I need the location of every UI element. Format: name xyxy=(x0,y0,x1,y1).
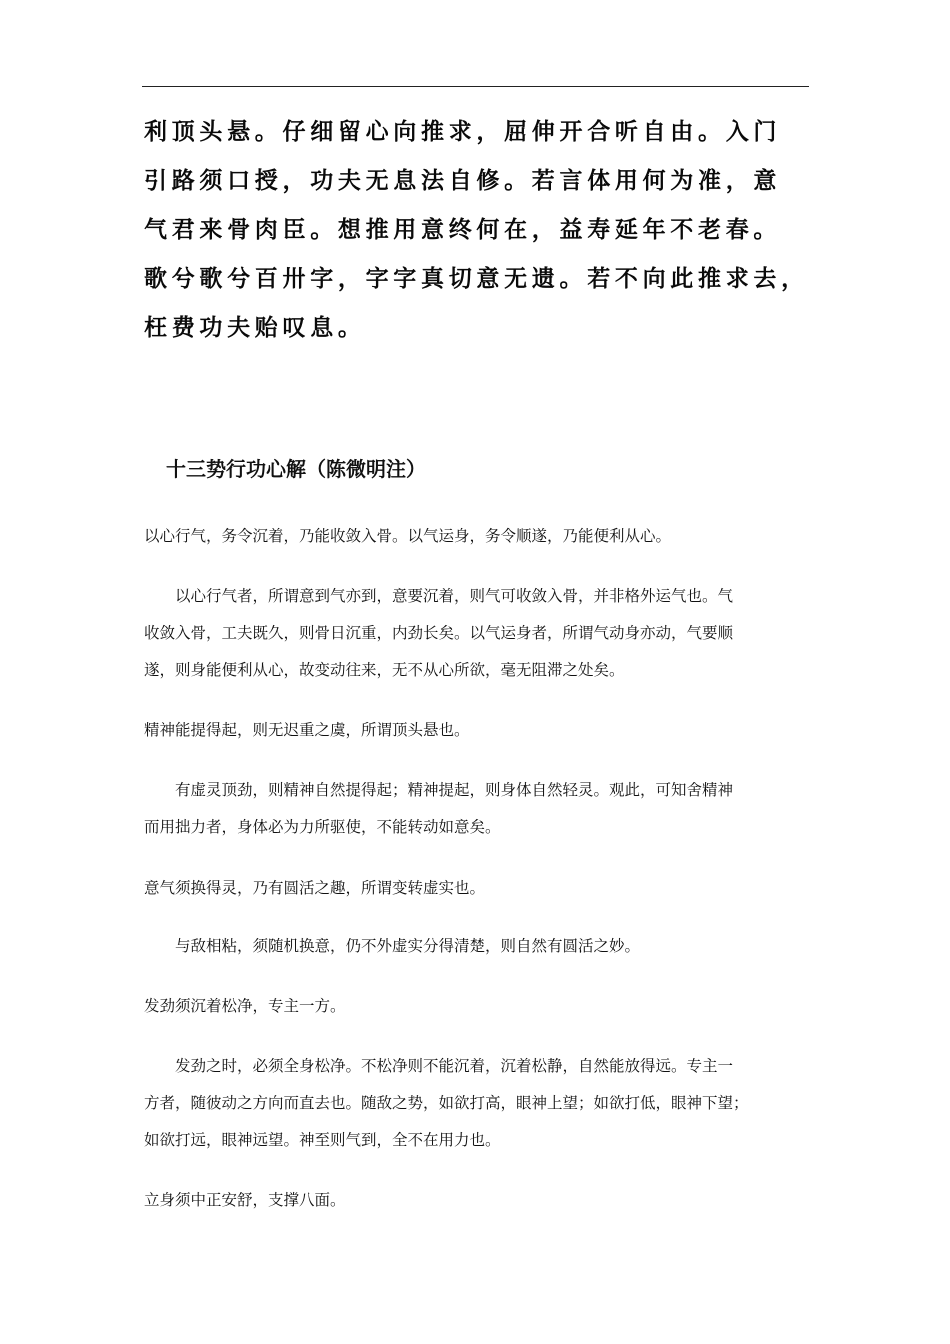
poem-line: 引路须口授，功夫无息法自修。若言体用何为准，意 xyxy=(144,168,782,194)
paragraph-commentary xyxy=(144,578,812,689)
section-title: 十三势行功心解（陈微明注） xyxy=(166,457,426,481)
poem-line: 气君来骨肉臣。想推用意终何在，益寿延年不老春。 xyxy=(144,217,782,243)
text-line: 以心行气者，所谓意到气亦到，意要沉着，则气可收敛入骨，并非格外运气也。气 xyxy=(144,587,734,605)
poem-line: 枉费功夫贻叹息。 xyxy=(144,315,366,341)
poem-line: 歌兮歌兮百卅字，字字真切意无遗。若不向此推求去， xyxy=(144,266,809,292)
text-line: 收敛入骨，工夫既久，则骨日沉重，内劲长矣。以气运身者，所谓气动身亦动，气要顺 xyxy=(144,624,734,642)
header-rule xyxy=(142,86,809,87)
paragraph-text xyxy=(144,712,812,749)
text-line: 意气须换得灵，乃有圆活之趣，所谓变转虚实也。 xyxy=(144,879,486,897)
text-line: 遂，则身能便利从心，故变动往来，无不从心所欲，毫无阻滞之处矣。 xyxy=(144,661,625,679)
paragraph-commentary xyxy=(144,928,812,965)
paragraph-commentary xyxy=(144,772,812,846)
text-line: 发劲之时，必须全身松净。不松净则不能沉着，沉着松静，自然能放得远。专主一 xyxy=(144,1057,734,1075)
text-line: 精神能提得起，则无迟重之虞，所谓顶头悬也。 xyxy=(144,721,470,739)
text-line: 如欲打远，眼神远望。神至则气到，全不在用力也。 xyxy=(144,1131,501,1149)
text-line: 与敌相粘，须随机换意，仍不外虚实分得清楚，则自然有圆活之妙。 xyxy=(144,937,641,955)
poem-line: 利顶头悬。仔细留心向推求，屈伸开合听自由。入门 xyxy=(144,119,782,145)
paragraph-text xyxy=(144,518,812,555)
text-line: 以心行气，务令沉着，乃能收敛入骨。以气运身，务令顺遂，乃能便利从心。 xyxy=(144,527,672,545)
paragraph-commentary xyxy=(144,1048,812,1159)
paragraph-text xyxy=(144,1182,812,1219)
text-line: 发劲须沉着松净，专主一方。 xyxy=(144,997,346,1015)
text-line: 有虚灵顶劲，则精神自然提得起；精神提起，则身体自然轻灵。观此，可知舍精神 xyxy=(144,781,734,799)
text-line: 方者，随彼动之方向而直去也。随敌之势，如欲打高，眼神上望；如欲打低，眼神下望； xyxy=(144,1094,749,1112)
text-line: 而用拙力者，身体必为力所驱使，不能转动如意矣。 xyxy=(144,818,501,836)
paragraph-text xyxy=(144,870,812,907)
text-line: 立身须中正安舒，支撑八面。 xyxy=(144,1191,346,1209)
poem-block xyxy=(144,108,814,353)
paragraph-text xyxy=(144,988,812,1025)
